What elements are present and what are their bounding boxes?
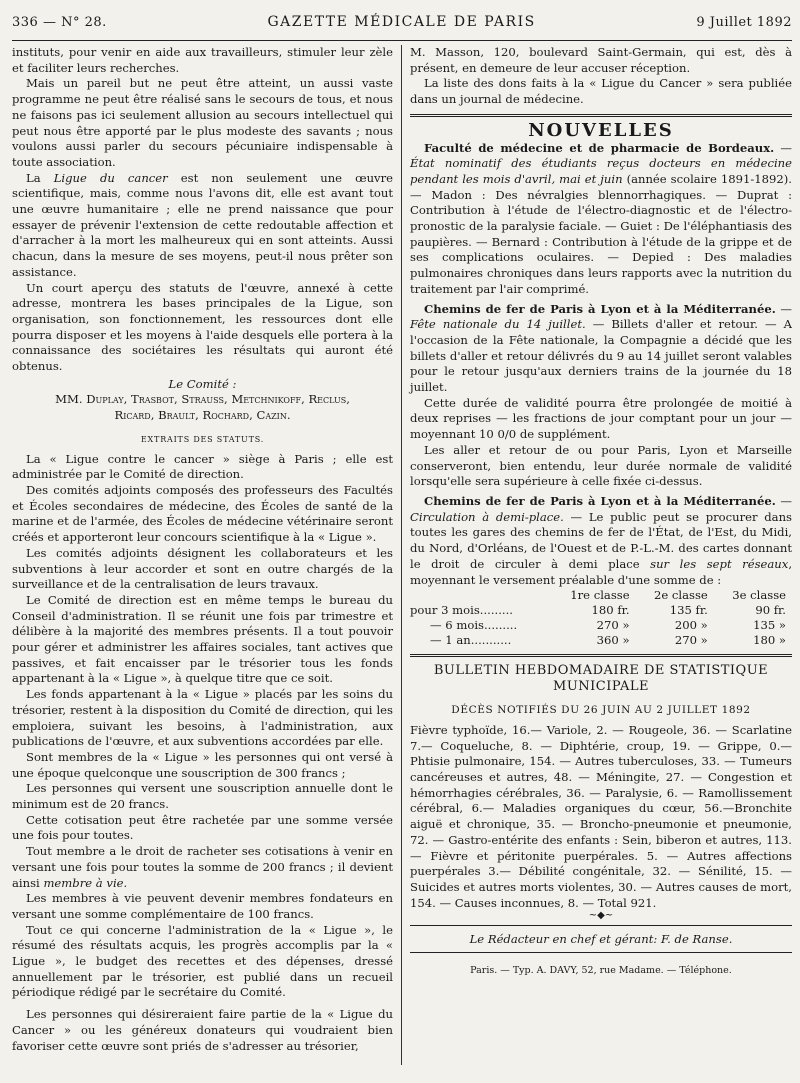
committee-members: MM. Duplay, Trasbot, Strauss, Metchnikoff, Reclus,	[55, 392, 350, 407]
statute-paragraph: Sont membres de la « Ligue » les personnes qui ont versé à une époque quelconque une souscription de 300 francs ;	[12, 749, 393, 780]
divider	[410, 114, 792, 117]
news-item: Chemins de fer de Paris à Lyon et à la Méditerranée. — Circulation à demi-place. — Le public peut se procurer dans toutes les gares des chemins de fer de l'État, de l'Est, du Midi, du Nord, d'Orléans, de l'Ouest et de P.-L.-M. des cartes donnant le droit de circuler à demi place sur les sept réseaux, moyennant le versement préalable d'une somme de :	[410, 493, 792, 587]
left-column	[12, 45, 402, 1065]
running-header	[12, 14, 792, 41]
page-number: 336 — N° 28.	[12, 15, 107, 30]
paragraph: M. Masson, 120, boulevard Saint-Germain, qui est, dès à présent, en demeure de leur accuser réception.	[410, 45, 792, 75]
statute-paragraph: Cette cotisation peut être rachetée par une somme versée une fois pour toutes.	[12, 812, 393, 843]
printer-imprint: Paris. — Typ. A. DAVY, 52, rue Madame. — Téléphone.	[470, 965, 732, 977]
fare-table	[410, 588, 792, 648]
statute-paragraph: Les comités adjoints désignent les collaborateurs et les subventions à leur accorder et sont en outre chargés de la surveillance et de la centralisation de leurs travaux.	[12, 545, 393, 592]
divider	[410, 925, 792, 926]
news-item: Chemins de fer de Paris à Lyon et à la Méditerranée. — Fête nationale du 14 juillet. — Billets d'aller et retour. — A l'occasion de la Fête nationale, la Compagnie a décidé que les billets d'aller et retour délivrés du 9 au 14 juillet seront valables pour le retour jusqu'aux derniers trains de la journée du 18 juillet.	[410, 301, 792, 395]
divider	[410, 952, 792, 953]
paragraph: La Ligue du cancer est non seulement une œuvre scientifique, mais, comme nous l'avons dit, elle est avant tout une œuvre humanitaire ; elle ne prend naissance que pour essayer de prévenir l'extension de cette redoutable affection et d'arracher à la mort les malheureux qui en sont atteints. Aussi chacun, dans la mesure de ses moyens, peut-il nous prêter son assistance.	[12, 170, 393, 279]
paragraph: Un court aperçu des statuts de l'œuvre, annexé à cette adresse, montrera les bases principales de la Ligue, son organisation, son fonctionnement, les ressources dont elle pourra disposer et les moyens à l'aide desquels elle portera à la connaissance des sociétaires les résultats qui auront été obtenus.	[12, 280, 393, 374]
divider	[410, 654, 792, 657]
statute-paragraph: Des comités adjoints composés des professeurs des Facultés et Écoles secondaires de médecine, des Écoles de santé de la marine et de l'armée, des Écoles de médecine vétérinaire seront créés et apporteront leur concours scientifique à la « Ligue ».	[12, 482, 393, 545]
paragraph: La liste des dons faits à la « Ligue du Cancer » sera publiée dans un journal de médecine.	[410, 76, 792, 107]
journal-title: GAZETTE MÉDICALE DE PARIS	[267, 14, 536, 30]
ornament-icon: ~◆~	[588, 910, 614, 922]
paragraph: Cette durée de validité pourra être prolongée de moitié à deux reprises — les fractions de jour comptant pour un jour — moyennant 10 0/0 de supplément.	[410, 395, 792, 442]
right-column	[402, 45, 792, 1065]
table-row: pour 3 mois......... 180 fr. 135 fr. 90 fr.	[410, 603, 786, 618]
paragraph: instituts, pour venir en aide aux travailleurs, stimuler leur zèle et faciliter leurs recherches.	[12, 45, 393, 75]
committee-members: Ricard, Brault, Rochard, Cazin.	[114, 408, 291, 423]
statute-paragraph: Le Comité de direction est en même temps le bureau du Conseil d'administration. Il se réunit une fois par trimestre et délibère à la majorité des membres présents. Il a tout pouvoir pour gérer et administrer les affaires sociales, tant actives que passives, et fait encaisser par le trésorier tous les fonds appartenant à la « Ligue », à quelque titre que ce soit.	[12, 592, 393, 686]
table-row: — 6 mois......... 270 » 200 » 135 »	[430, 618, 786, 633]
table-row: — 1 an........... 360 » 270 » 180 »	[430, 633, 786, 648]
issue-date: 9 Juillet 1892	[696, 15, 792, 30]
statute-paragraph: Les membres à vie peuvent devenir membres fondateurs en versant une somme complémentaire de 100 francs.	[12, 891, 393, 921]
deces-heading: DÉCÈS NOTIFIÉS DU 26 JUIN AU 2 JUILLET 1892	[451, 704, 751, 717]
statute-paragraph: Tout membre a le droit de racheter ses cotisations à venir en versant une fois pour toutes la somme de 200 francs ; il devient ainsi membre à vie.	[12, 844, 393, 890]
editor-signature: Le Rédacteur en chef et gérant: F. de Ranse.	[469, 932, 733, 947]
paragraph: Les aller et retour de ou pour Paris, Lyon et Marseille conserveront, bien entendu, leur durée normale de validité lorsqu'elle sera supérieure à celle fixée ci-dessus.	[410, 442, 792, 489]
statute-paragraph: Les personnes qui versent une souscription annuelle dont le minimum est de 20 francs.	[12, 781, 393, 812]
mortality-statistics: Fièvre typhoïde, 16.— Variole, 2. — Rougeole, 36. — Scarlatine 7.— Coqueluche, 8. — Diphtérie, croup, 19. — Grippe, 0.— Phtisie pulmonaire, 154. — Autres tuberculoses, 33. — Tumeurs cancéreuses et autres, 48. — Méningite, 27. — Congestion et hémorrhagies cérébrales, 36. — Paralysie, 6. — Ramollissement cérébral, 6.— Maladies organiques du cœur, 56.—Bronchite aiguë et chronique, 35. — Broncho-pneumonie et pneumonie, 72. — Gastro-entérite des enfants : Sein, biberon et autres, 113.— Fièvre et péritonite puerpérales. 5. — Autres affections puerpérales 3.— Débilité congénitale, 32. — Sénilité, 15. — Suicides et autres morts violentes, 30. — Autres causes de mort, 154. — Causes inconnues, 8. — Total 921.	[410, 722, 792, 910]
section-title-nouvelles: NOUVELLES	[528, 119, 674, 141]
committee-label: Le Comité :	[168, 376, 237, 391]
statute-paragraph: Tout ce qui concerne l'administration de la « Ligue », le résumé des résultats acquis, les progrès accomplis par la « Ligue », le budget des recettes et des dépenses, dressé annuellement par le trésorier, est publié dans un recueil périodique rédigé par le secrétaire du Comité.	[12, 922, 393, 1000]
statute-paragraph: Les fonds appartenant à la « Ligue » placés par les soins du trésorier, restent à la disposition du Comité de direction, qui les emploiera, suivant les besoins, à l'administration, aux publications de l'œuvre, et aux subventions accordées par elle.	[12, 687, 393, 749]
paragraph: Mais un pareil but ne peut être atteint, un aussi vaste programme ne peut être réalisé sans le secours de tous, et nous ne faisons pas ici seulement allusion au secours intellectuel qui peut nous être apporté par le plus modeste des savants ; nous voulons aussi parler du secours pécuniaire indispensable à toute association.	[12, 76, 393, 169]
statuts-heading: EXTRAITS DES STATUTS.	[140, 434, 265, 444]
table-header-row: 1re classe 2e classe 3e classe	[570, 588, 786, 603]
paragraph: Les personnes qui désireraient faire partie de la « Ligue du Cancer » ou les généreux donateurs qui voudraient bien favoriser cette œuvre sont priés de s'adresser au trésorier,	[12, 1007, 393, 1053]
statute-paragraph: La « Ligue contre le cancer » siège à Paris ; elle est administrée par le Comité de direction.	[12, 451, 393, 482]
bulletin-title: BULLETIN HEBDOMADAIRE DE STATISTIQUE MUNICIPALE	[433, 663, 769, 695]
news-item: Faculté de médecine et de pharmacie de Bordeaux. — État nominatif des étudiants reçus docteurs en médecine pendant les mois d'avril, mai et juin (année scolaire 1891-1892). — Madon : Des névralgies blennorrhagiques. — Duprat : Contribution à l'étude de l'électro-diagnostic et de l'électro-pronostic de la paralysie faciale. — Guiet : De l'éléphantiasis des paupières. — Bernard : Contribution à l'étude de la grippe et de ses complications oculaires. — Depied : Des maladies pulmonaires chroniques dans leurs rapports avec la nutrition du traitement par l'air comprimé.	[410, 140, 792, 296]
